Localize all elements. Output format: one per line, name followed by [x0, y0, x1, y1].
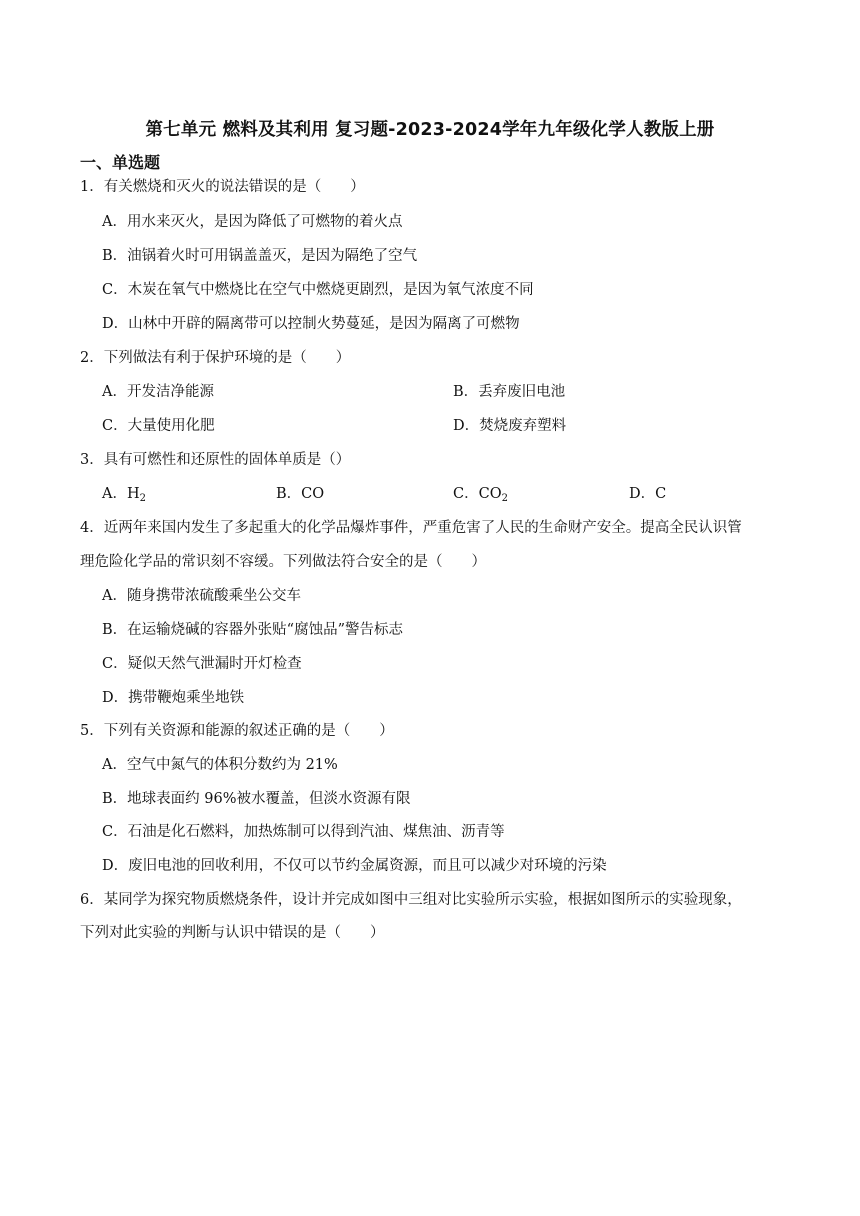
- question-6-stem-line-2: 下列对此实验的判断与认识中错误的是（ ）: [80, 925, 385, 941]
- question-1-option-b: B．油锅着火时可用锅盖盖灭，是因为隔绝了空气: [102, 248, 418, 264]
- question-5-option-a: A．空气中氮气的体积分数约为 21%: [102, 757, 338, 773]
- question-4-option-d: D．携带鞭炮乘坐地铁: [102, 690, 245, 706]
- section-heading: 一、单选题: [80, 153, 161, 172]
- question-2-option-c: C．大量使用化肥: [102, 418, 215, 434]
- question-4-option-a: A．随身携带浓硫酸乘坐公交车: [102, 588, 301, 604]
- question-3-stem: 3．具有可燃性和还原性的固体单质是（）: [80, 452, 351, 468]
- option-a-subscript: 2: [139, 493, 146, 504]
- question-4-option-c: C．疑似天然气泄漏时开灯检查: [102, 656, 302, 672]
- question-4-stem-line-1: 4．近两年来国内发生了多起重大的化学品爆炸事件，严重危害了人民的生命财产安全。提高全民认识管: [80, 520, 742, 536]
- question-6-stem-line-1: 6．某同学为探究物质燃烧条件，设计并完成如图中三组对比实验所示实验，根据如图所示的实验现象，: [80, 892, 742, 908]
- question-5-option-d: D．废旧电池的回收利用，不仅可以节约金属资源，而且可以减少对环境的污染: [102, 858, 607, 874]
- question-2-option-a: A．开发洁净能源: [102, 384, 214, 400]
- option-a-label: A．H: [102, 486, 140, 502]
- option-c-subscript: 2: [501, 493, 508, 504]
- question-1-option-c: C．木炭在氧气中燃烧比在空气中燃烧更剧烈，是因为氧气浓度不同: [102, 282, 534, 298]
- option-b-label: B．CO: [276, 486, 325, 502]
- question-3-option-c: [453, 484, 508, 509]
- question-3-option-a: [102, 484, 146, 509]
- option-d-label: D．C: [629, 486, 667, 502]
- question-1-option-d: D．山林中开辟的隔离带可以控制火势蔓延，是因为隔离了可燃物: [102, 316, 520, 332]
- question-4-option-b: B．在运输烧碱的容器外张贴“腐蚀品”警告标志: [102, 622, 403, 638]
- question-3-option-d: [629, 484, 666, 504]
- option-c-label: C．CO: [453, 486, 502, 502]
- question-2-option-d: D．焚烧废弃塑料: [453, 418, 567, 434]
- question-2-option-b: B．丢弃废旧电池: [453, 384, 566, 400]
- question-1-stem: 1．有关燃烧和灭火的说法错误的是（ ）: [80, 179, 365, 195]
- question-4-stem-line-2: 理危险化学品的常识刻不容缓。下列做法符合安全的是（ ）: [80, 554, 486, 570]
- question-5-stem: 5．下列有关资源和能源的叙述正确的是（ ）: [80, 723, 394, 739]
- document-title: 第七单元 燃料及其利用 复习题-2023-2024学年九年级化学人教版上册: [145, 120, 715, 140]
- question-5-option-c: C．石油是化石燃料，加热炼制可以得到汽油、煤焦油、沥青等: [102, 824, 505, 840]
- question-3-option-b: [276, 484, 324, 504]
- question-5-option-b: B．地球表面约 96%被水覆盖，但淡水资源有限: [102, 791, 411, 807]
- question-2-stem: 2．下列做法有利于保护环境的是（ ）: [80, 350, 351, 366]
- question-1-option-a: A．用水来灭火，是因为降低了可燃物的着火点: [102, 214, 403, 230]
